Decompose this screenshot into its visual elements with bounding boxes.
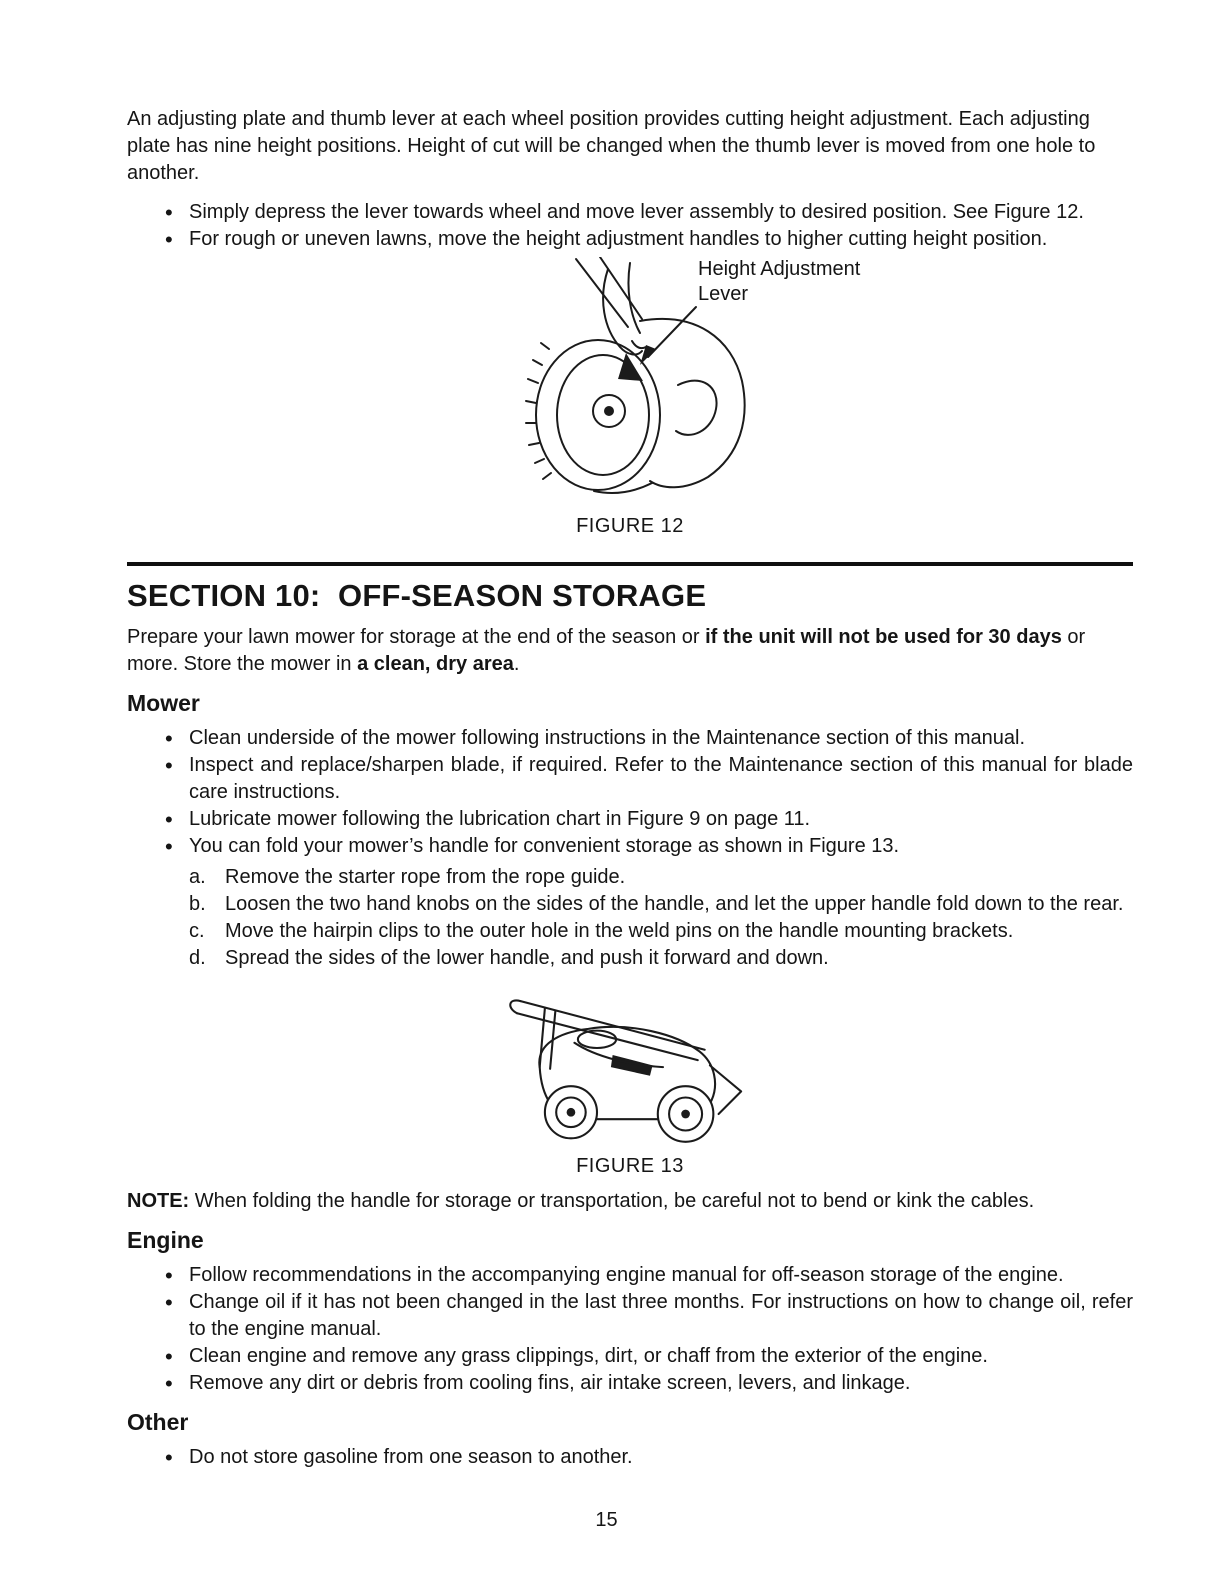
bullet-text: Remove any dirt or debris from cooling fins, air intake screen, levers, and linkage. (189, 1372, 911, 1394)
figure-13 (127, 982, 1133, 1147)
note-label: NOTE: (127, 1190, 190, 1212)
bold-text-run: if the unit will not be used for 30 days (705, 626, 1062, 648)
bullet-text: Follow recommendations in the accompanying engine manual for off-season storage of the engine. (189, 1264, 1064, 1286)
intro-bullet-list (127, 199, 1133, 253)
callout-line: Height Adjustment (698, 258, 861, 280)
bullet-text: Simply depress the lever towards wheel and move lever assembly to desired position. See Figure 12. (189, 201, 1084, 223)
mower-bullet-list (127, 725, 1133, 860)
figure-12 (350, 257, 910, 507)
bullet-text: You can fold your mower’s handle for convenient storage as shown in Figure 13. (189, 835, 900, 857)
step-item (189, 945, 1133, 972)
step-item (189, 918, 1133, 945)
bullet-text: Clean underside of the mower following instructions in the Maintenance section of this manual. (189, 727, 1026, 749)
list-item (163, 806, 1133, 833)
bullet-text: Change oil if it has not been changed in the last three months. For instructions on how to change oil, refer to the engine manual. (189, 1291, 1133, 1340)
figure-13-caption: FIGURE 13 (576, 1155, 684, 1177)
list-item (163, 833, 1133, 860)
engine-heading: Engine (127, 1227, 204, 1253)
bullet-text: Clean engine and remove any grass clippings, dirt, or chaff from the exterior of the engine. (189, 1345, 988, 1367)
other-heading: Other (127, 1409, 189, 1435)
step-text: Remove the starter rope from the rope guide. (225, 866, 626, 888)
step-letter: a. (189, 866, 206, 888)
list-item (163, 1289, 1133, 1343)
list-item (163, 226, 1133, 253)
section-divider (127, 562, 1133, 566)
list-item (163, 199, 1133, 226)
step-text: Spread the sides of the lower handle, and push it forward and down. (225, 947, 829, 969)
step-text: Loosen the two hand knobs on the sides of the handle, and let the upper handle fold down to the rear. (225, 893, 1124, 915)
fold-handle-steps (127, 864, 1133, 972)
bullet-text: For rough or uneven lawns, move the height adjustment handles to higher cutting height position. (189, 228, 1048, 250)
bullet-text: Do not store gasoline from one season to another. (189, 1446, 633, 1468)
list-item (163, 752, 1133, 806)
page-number: 15 (595, 1509, 618, 1531)
figure-12-callout (698, 257, 860, 307)
step-item (189, 864, 1133, 891)
step-letter: b. (189, 893, 206, 915)
other-bullet-list (127, 1444, 1133, 1471)
note-paragraph (127, 1188, 1133, 1215)
list-item (163, 1343, 1133, 1370)
text-run: . (513, 653, 520, 675)
list-item (163, 1370, 1133, 1397)
step-item (189, 891, 1133, 918)
mower-heading: Mower (127, 690, 200, 716)
engine-bullet-list (127, 1262, 1133, 1397)
section-10-heading: SECTION 10: OFF-SEASON STORAGE (127, 578, 707, 613)
step-letter: c. (189, 920, 205, 942)
callout-line: Lever (698, 283, 749, 305)
step-letter: d. (189, 947, 206, 969)
storage-intro-paragraph (127, 624, 1133, 678)
figure-12-caption: FIGURE 12 (576, 515, 684, 537)
list-item (163, 1444, 1133, 1471)
intro-paragraph: An adjusting plate and thumb lever at each wheel position provides cutting height adjustment. Each adjusting plate has nine height positions. Height of cut will be changed when the thumb lever is moved from one hole to another. (127, 108, 1096, 184)
folded-mower-illustration (491, 982, 769, 1147)
list-item (163, 725, 1133, 752)
list-item (163, 1262, 1133, 1289)
step-text: Move the hairpin clips to the outer hole in the weld pins on the handle mounting brackets. (225, 920, 1014, 942)
text-run: Prepare your lawn mower for storage at the end of the season or (127, 626, 706, 648)
text-run: or more. Store the mower in (127, 626, 1086, 675)
bullet-text: Inspect and replace/sharpen blade, if required. Refer to the Maintenance section of this manual for blade care instructions. (189, 754, 1133, 803)
note-text: When folding the handle for storage or transportation, be careful not to bend or kink the cables. (189, 1190, 1035, 1212)
bold-text-run: a clean, dry area (357, 653, 514, 675)
bullet-text: Lubricate mower following the lubrication chart in Figure 9 on page 11. (189, 808, 811, 830)
